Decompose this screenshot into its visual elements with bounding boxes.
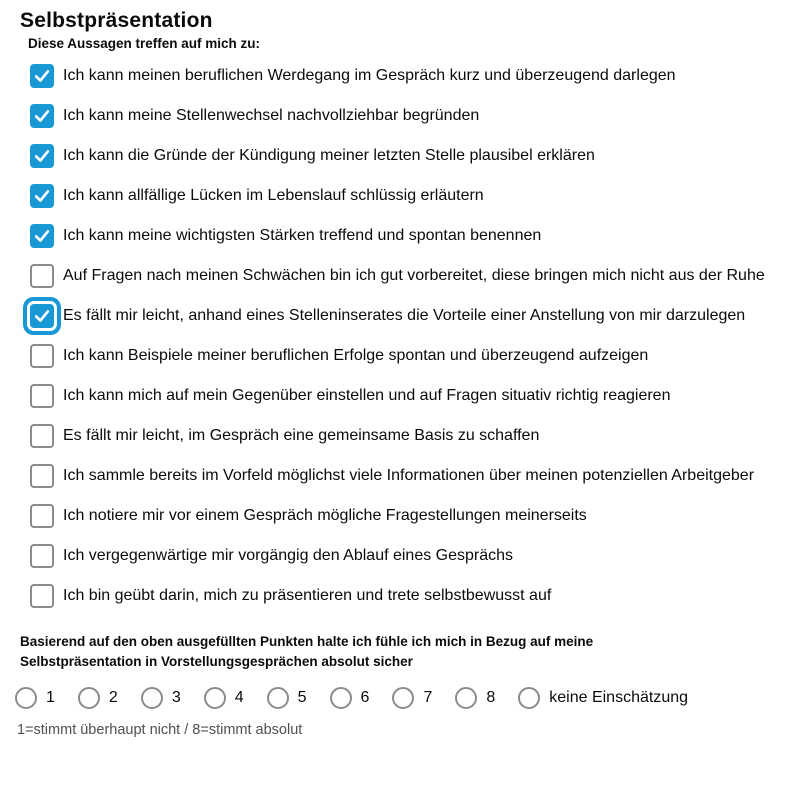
checkbox[interactable] xyxy=(30,184,54,208)
checkbox-row[interactable] xyxy=(30,181,789,211)
checkbox[interactable] xyxy=(30,144,54,168)
section-subtitle: Diese Aussagen treffen auf mich zu: xyxy=(28,36,261,51)
radio-button[interactable] xyxy=(267,687,289,709)
rating-legend: 1=stimmt überhaupt nicht / 8=stimmt absolut xyxy=(17,722,303,738)
checkmark-icon xyxy=(32,306,52,326)
checkbox[interactable] xyxy=(30,104,54,128)
checkbox[interactable] xyxy=(30,424,54,448)
radio-option[interactable] xyxy=(78,687,118,709)
radio-button[interactable] xyxy=(392,687,414,709)
checkmark-icon xyxy=(32,66,52,86)
checkbox-row[interactable] xyxy=(30,341,789,371)
radio-option[interactable] xyxy=(455,687,495,709)
checklist xyxy=(30,61,789,611)
radio-label[interactable]: 6 xyxy=(360,689,370,706)
checkbox-label[interactable]: Ich kann allfällige Lücken im Lebenslauf schlüssig erläutern xyxy=(63,187,484,204)
checkbox[interactable] xyxy=(30,304,54,328)
radio-button[interactable] xyxy=(204,687,226,709)
checkbox[interactable] xyxy=(30,64,54,88)
checkbox-label[interactable]: Ich vergegenwärtige mir vorgängig den Ablauf eines Gesprächs xyxy=(63,547,514,564)
radio-label[interactable]: 1 xyxy=(46,689,55,706)
radio-label[interactable]: 2 xyxy=(108,689,118,706)
checkmark-icon xyxy=(32,186,52,206)
radio-button[interactable] xyxy=(15,687,37,709)
radio-button[interactable] xyxy=(330,687,352,709)
checkbox-label[interactable]: Ich notiere mir vor einem Gespräch mögliche Fragestellungen meinerseits xyxy=(63,507,587,524)
checkbox-label[interactable]: Ich sammle bereits im Vorfeld möglichst viele Informationen über meinen potenziellen Arbeitgeber xyxy=(63,467,755,484)
radio-button[interactable] xyxy=(455,687,477,709)
checkbox[interactable] xyxy=(30,264,54,288)
checkbox-row[interactable] xyxy=(30,61,789,91)
checkbox[interactable] xyxy=(30,464,54,488)
checkbox-label[interactable]: Ich kann mich auf mein Gegenüber einstellen und auf Fragen situativ richtig reagieren xyxy=(63,387,671,404)
checkbox-label[interactable]: Ich kann meine wichtigsten Stärken treffend und spontan benennen xyxy=(63,227,542,244)
radio-button[interactable] xyxy=(141,687,163,709)
checkbox-row[interactable] xyxy=(30,461,789,491)
radio-option[interactable] xyxy=(392,687,432,709)
checkmark-icon xyxy=(32,106,52,126)
checkbox[interactable] xyxy=(30,504,54,528)
checkbox-row[interactable] xyxy=(30,541,789,571)
checkbox[interactable] xyxy=(30,224,54,248)
radio-label[interactable]: 3 xyxy=(171,689,181,706)
radio-option[interactable] xyxy=(204,687,244,709)
radio-option[interactable] xyxy=(518,687,688,709)
checkbox-label[interactable]: Es fällt mir leicht, anhand eines Stelleninserates die Vorteile einer Anstellung von mir darzulegen xyxy=(63,307,746,324)
radio-label[interactable]: 5 xyxy=(297,689,307,706)
checkbox-label[interactable]: Ich bin geübt darin, mich zu präsentieren und trete selbstbewusst auf xyxy=(63,587,552,604)
checkmark-icon xyxy=(32,146,52,166)
checkbox-row[interactable] xyxy=(30,381,789,411)
checkbox[interactable] xyxy=(30,384,54,408)
checkbox-label[interactable]: Ich kann die Gründe der Kündigung meiner letzten Stelle plausibel erklären xyxy=(63,147,595,164)
checkbox-row[interactable] xyxy=(30,501,789,531)
checkbox-row[interactable] xyxy=(30,301,789,331)
rating-options xyxy=(15,687,789,709)
radio-option[interactable] xyxy=(267,687,307,709)
radio-label[interactable]: 8 xyxy=(486,689,496,706)
checkmark-icon xyxy=(32,226,52,246)
checkbox-row[interactable] xyxy=(30,421,789,451)
checkbox-row[interactable] xyxy=(30,141,789,171)
radio-button[interactable] xyxy=(78,687,100,709)
checkbox-label[interactable]: Es fällt mir leicht, im Gespräch eine gemeinsame Basis zu schaffen xyxy=(63,427,540,444)
checkbox[interactable] xyxy=(30,544,54,568)
radio-label[interactable]: 7 xyxy=(423,689,433,706)
radio-label[interactable]: 4 xyxy=(234,689,244,706)
checkbox[interactable] xyxy=(30,584,54,608)
checkbox-row[interactable] xyxy=(30,581,789,611)
page-title: Selbstpräsentation xyxy=(20,9,213,32)
checkbox-label[interactable]: Auf Fragen nach meinen Schwächen bin ich gut vorbereitet, diese bringen mich nicht aus der Ruhe xyxy=(63,267,765,284)
rating-question: Basierend auf den oben ausgefüllten Punkten halte ich fühle ich mich in Bezug auf meine Selbstpräsentation in Vorstellungsgesprächen absolut sicher xyxy=(20,634,594,669)
radio-option[interactable] xyxy=(330,687,370,709)
checkbox[interactable] xyxy=(30,344,54,368)
checkbox-row[interactable] xyxy=(30,101,789,131)
checkbox-label[interactable]: Ich kann Beispiele meiner beruflichen Erfolge spontan und überzeugend aufzeigen xyxy=(63,347,649,364)
radio-button[interactable] xyxy=(518,687,540,709)
radio-option[interactable] xyxy=(15,687,55,709)
checkbox-row[interactable] xyxy=(30,261,789,291)
radio-label[interactable]: keine Einschätzung xyxy=(549,689,689,706)
checkbox-label[interactable]: Ich kann meinen beruflichen Werdegang im Gespräch kurz und überzeugend darlegen xyxy=(63,67,676,84)
checkbox-label[interactable]: Ich kann meine Stellenwechsel nachvollziehbar begründen xyxy=(63,107,480,124)
radio-option[interactable] xyxy=(141,687,181,709)
checkbox-row[interactable] xyxy=(30,221,789,251)
